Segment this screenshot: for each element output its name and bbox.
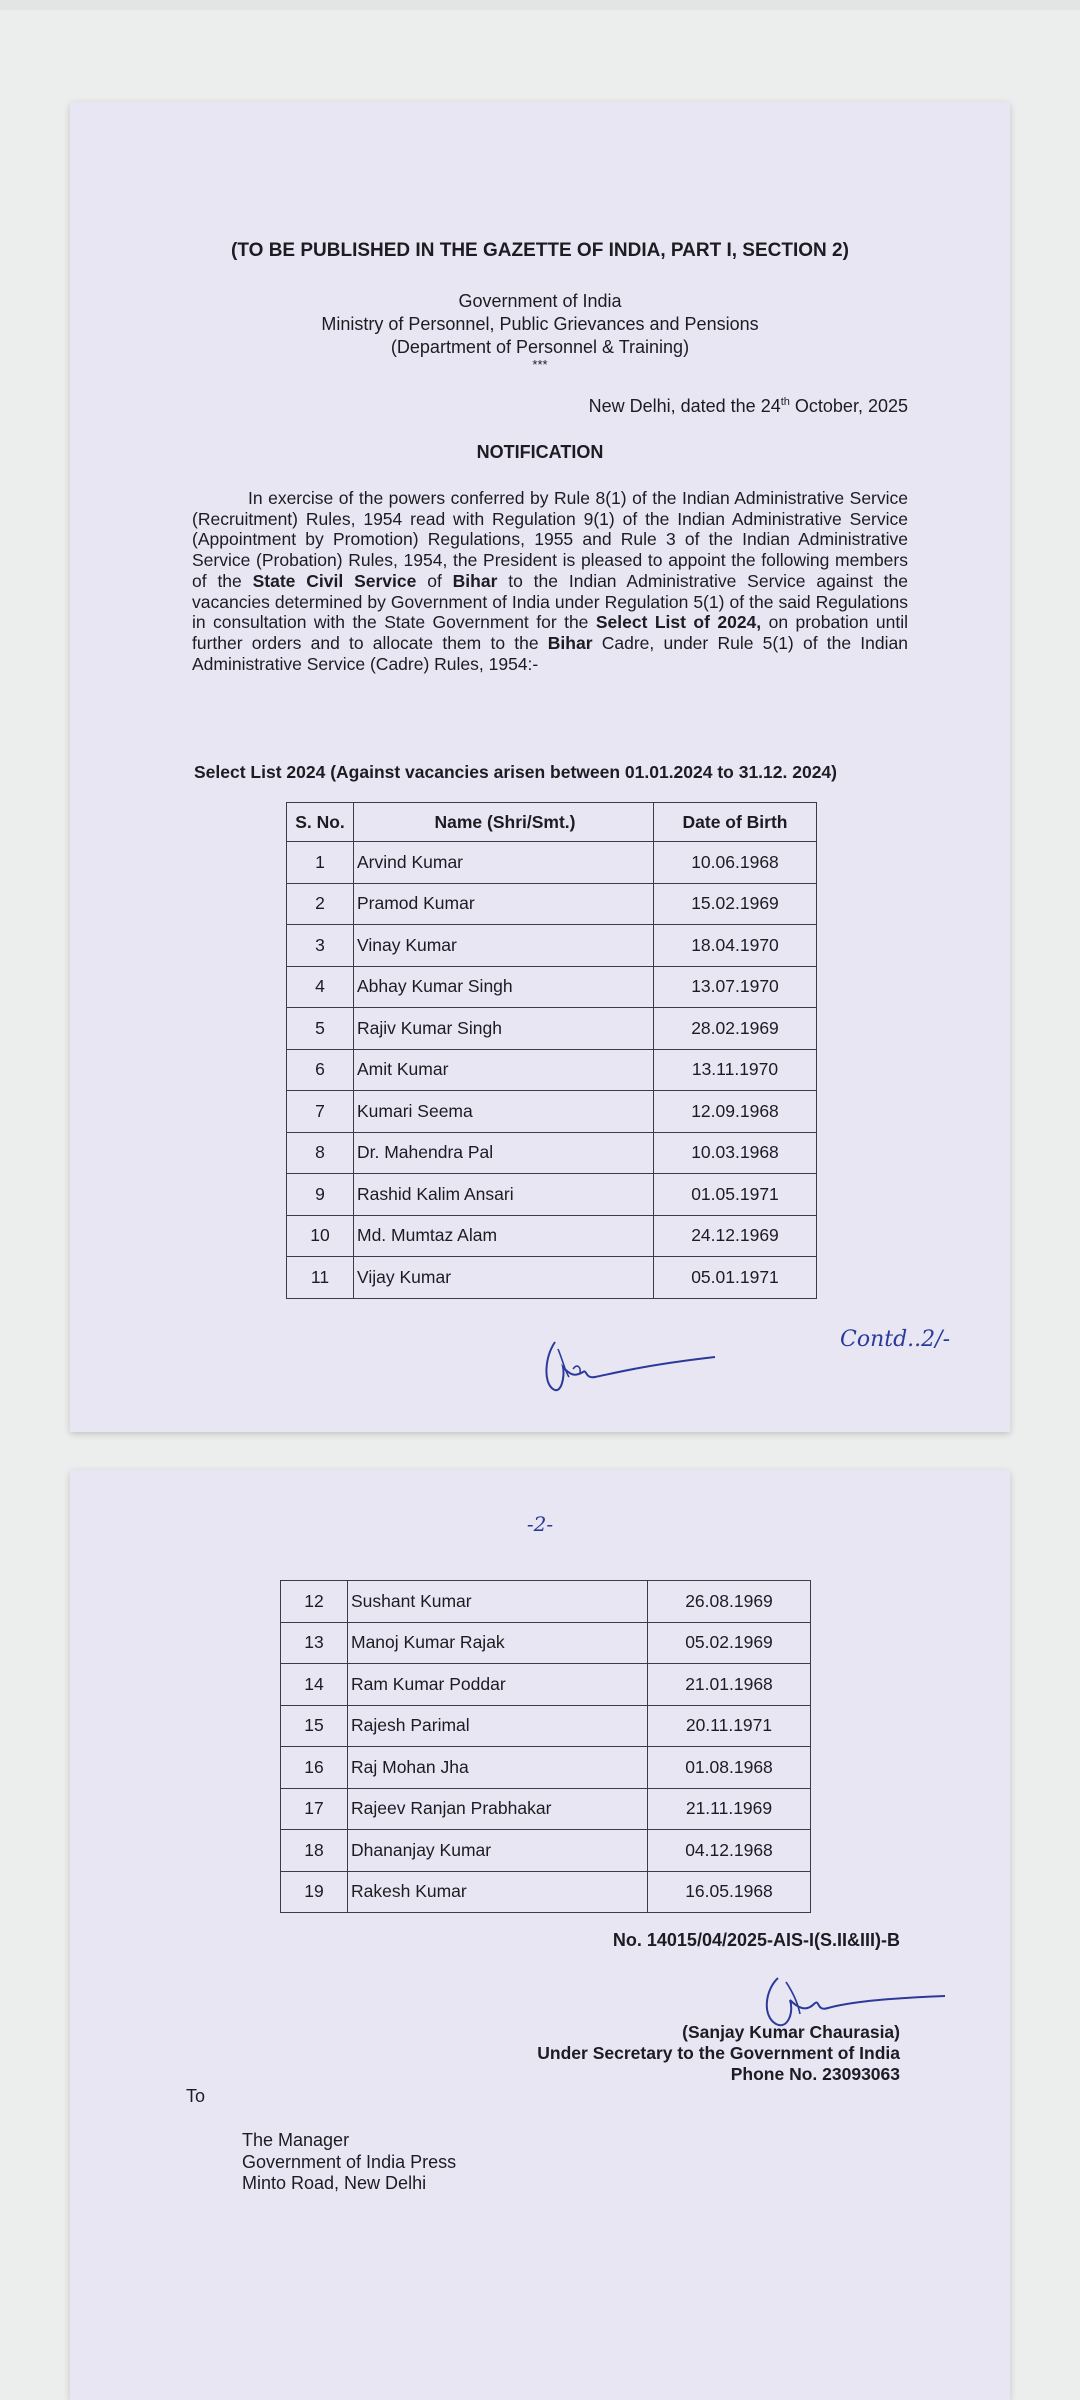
cell-dob: 01.08.1968 [648, 1747, 811, 1789]
cell-dob: 05.01.1971 [654, 1257, 817, 1299]
table-header-row [287, 803, 817, 842]
cell-dob: 16.05.1968 [648, 1871, 811, 1913]
table-row [287, 842, 817, 884]
select-list-table-2 [280, 1580, 811, 1913]
cell-name: Rajesh Parimal [348, 1705, 648, 1747]
table-row [281, 1622, 811, 1664]
cell-sno: 8 [287, 1132, 354, 1174]
viewer-top-bar [0, 0, 1080, 10]
notification-title: NOTIFICATION [476, 442, 604, 462]
cell-sno: 14 [281, 1664, 348, 1706]
cell-sno: 2 [287, 883, 354, 925]
cell-sno: 17 [281, 1788, 348, 1830]
address-line: Government of India Press [242, 2151, 457, 2172]
select-list-table-1 [286, 802, 817, 1299]
cell-sno: 3 [287, 925, 354, 967]
cell-name: Rajeev Ranjan Prabhakar [348, 1788, 648, 1830]
cell-sno: 9 [287, 1174, 354, 1216]
table-row [281, 1871, 811, 1913]
cell-dob: 26.08.1969 [648, 1581, 811, 1623]
cell-dob: 12.09.1968 [654, 1091, 817, 1133]
cell-dob: 15.02.1969 [654, 883, 817, 925]
table-row [287, 1257, 817, 1299]
cell-sno: 4 [287, 966, 354, 1008]
cell-name: Dhananjay Kumar [348, 1830, 648, 1872]
cell-sno: 11 [287, 1257, 354, 1299]
table-row [281, 1705, 811, 1747]
gazette-header: (TO BE PUBLISHED IN THE GAZETTE OF INDIA, PART I, SECTION 2) [231, 240, 849, 261]
cell-sno: 13 [281, 1622, 348, 1664]
document-page-2 [70, 1470, 1010, 2400]
cell-name: Arvind Kumar [354, 842, 654, 884]
cell-dob: 24.12.1969 [654, 1215, 817, 1257]
cell-dob: 04.12.1968 [648, 1830, 811, 1872]
table-row [281, 1788, 811, 1830]
signer-title: Under Secretary to the Government of India [537, 2043, 900, 2063]
signer-phone: Phone No. 23093063 [730, 2064, 900, 2084]
cell-name: Kumari Seema [354, 1091, 654, 1133]
cell-dob: 10.06.1968 [654, 842, 817, 884]
reference-number: No. 14015/04/2025-AIS-I(S.II&III)-B [612, 1930, 900, 1950]
cell-name: Rakesh Kumar [348, 1871, 648, 1913]
table-row [287, 925, 817, 967]
cell-sno: 1 [287, 842, 354, 884]
page-number: -2- [526, 1512, 554, 1536]
cell-name: Md. Mumtaz Alam [354, 1215, 654, 1257]
cell-name: Sushant Kumar [348, 1581, 648, 1623]
cell-name: Manoj Kumar Rajak [348, 1622, 648, 1664]
cell-sno: 16 [281, 1747, 348, 1789]
cell-name: Dr. Mahendra Pal [354, 1132, 654, 1174]
address-line: The Manager [242, 2130, 350, 2150]
cell-name: Abhay Kumar Singh [354, 966, 654, 1008]
cell-name: Ram Kumar Poddar [348, 1664, 648, 1706]
table-row [287, 966, 817, 1008]
cell-dob: 21.11.1969 [648, 1788, 811, 1830]
continued-note: Contd..2/- [840, 1327, 950, 1352]
cell-dob: 10.03.1968 [654, 1132, 817, 1174]
notification-body: In exercise of the powers conferred by Rule 8(1) of the Indian Administrative Service (Recruitment) Rules, 1954 read with Regulation 9(1) of the Indian Administrative Service (Appointment by Promotion) Regulations, 1955 and Rule 3 of the Indian Administrative Service (Probation) Rules, 1954, the President is pleased to appoint the following members of the State Civil Service of Bihar to the Indian Administrative Service against the vacancies determined by Government of India under Regulation 5(1) of the said Regulations in consultation with the State Government for the Select List of 2024, on probation until further orders and to allocate them to the Bihar Cadre, under Rule 5(1) of the Indian Administrative Service (Cadre) Rules, 1954:- [192, 488, 909, 674]
document-page-1 [70, 102, 1010, 1432]
cell-sno: 18 [281, 1830, 348, 1872]
cell-sno: 7 [287, 1091, 354, 1133]
table-row [281, 1830, 811, 1872]
cell-sno: 19 [281, 1871, 348, 1913]
cell-sno: 15 [281, 1705, 348, 1747]
address-line: Minto Road, New Delhi [242, 2173, 427, 2193]
government-line: Government of India [458, 291, 622, 311]
table-row [287, 1174, 817, 1216]
cell-sno: 5 [287, 1008, 354, 1050]
cell-name: Rashid Kalim Ansari [354, 1174, 654, 1216]
cell-name: Vijay Kumar [354, 1257, 654, 1299]
signer-name: (Sanjay Kumar Chaurasia) [682, 2022, 900, 2042]
notification-date: New Delhi, dated the 24th October, 2025 [588, 396, 908, 416]
cell-dob: 13.07.1970 [654, 966, 817, 1008]
cell-name: Pramod Kumar [354, 883, 654, 925]
signature-scribble-icon [525, 1327, 725, 1407]
cell-sno: 12 [281, 1581, 348, 1623]
table-row [287, 1008, 817, 1050]
header-sno: S. No. [287, 803, 354, 842]
cell-dob: 18.04.1970 [654, 925, 817, 967]
cell-dob: 05.02.1969 [648, 1622, 811, 1664]
table-row [281, 1664, 811, 1706]
cell-sno: 10 [287, 1215, 354, 1257]
department-line: (Department of Personnel & Training) [390, 337, 690, 357]
table-row [287, 1049, 817, 1091]
cell-name: Raj Mohan Jha [348, 1747, 648, 1789]
cell-dob: 01.05.1971 [654, 1174, 817, 1216]
to-label: To [186, 2086, 206, 2106]
table-row [281, 1747, 811, 1789]
table-row [281, 1581, 811, 1623]
table-row [287, 1091, 817, 1133]
cell-name: Amit Kumar [354, 1049, 654, 1091]
signer-block [537, 2022, 900, 2085]
ministry-line: Ministry of Personnel, Public Grievances and Pensions [321, 314, 759, 334]
cell-dob: 21.01.1968 [648, 1664, 811, 1706]
recipient-address [242, 2130, 456, 2195]
table-row [287, 1215, 817, 1257]
cell-name: Vinay Kumar [354, 925, 654, 967]
cell-sno: 6 [287, 1049, 354, 1091]
header-name: Name (Shri/Smt.) [354, 803, 654, 842]
cell-dob: 13.11.1970 [654, 1049, 817, 1091]
cell-dob: 28.02.1969 [654, 1008, 817, 1050]
cell-dob: 20.11.1971 [648, 1705, 811, 1747]
stars-divider: *** [532, 357, 548, 372]
header-dob: Date of Birth [654, 803, 817, 842]
table-row [287, 883, 817, 925]
cell-name: Rajiv Kumar Singh [354, 1008, 654, 1050]
select-list-heading: Select List 2024 (Against vacancies arisen between 01.01.2024 to 31.12. 2024) [194, 762, 837, 782]
table-row [287, 1132, 817, 1174]
